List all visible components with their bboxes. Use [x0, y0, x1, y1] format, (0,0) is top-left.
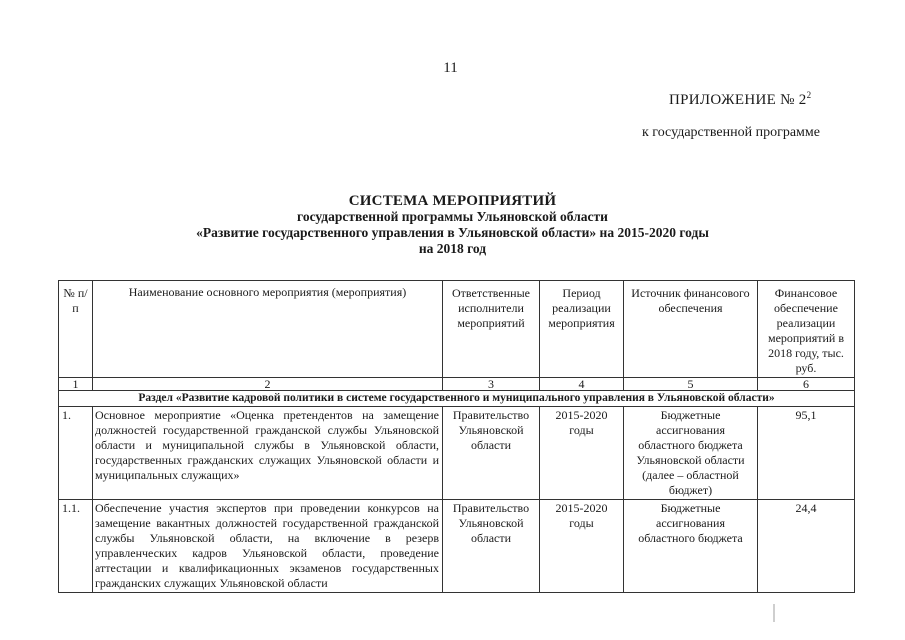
row-funding-amount: 95,1	[758, 407, 855, 500]
row-event-name: Основное мероприятие «Оценка претендентов на замещение должностей государственной гражданской службы Ульяновской области и муниципальной службы в Ульяновской области, государственных гражданских служащих Ульяновской области и муниципальных служащих»	[93, 407, 443, 500]
row-number: 1.	[59, 407, 93, 500]
table-row	[59, 407, 855, 500]
row-period: 2015-2020 годы	[540, 407, 624, 500]
appendix-subtitle: к государственной программе	[642, 125, 820, 140]
header-funding-amount: Финансовое обеспечение реализации мероприятий в 2018 году, тыс. руб.	[758, 281, 855, 378]
column-number: 3	[443, 378, 540, 391]
title-line-4: на 2018 год	[418, 241, 487, 256]
row-funding-source: Бюджетные ассигнования областного бюджета Ульяновской области (далее – областной бюджет)	[624, 407, 758, 500]
column-number: 1	[59, 378, 93, 391]
events-table	[58, 280, 855, 593]
title-line-3: «Развитие государственного управления в Ульяновской области» на 2015-2020 годы	[196, 225, 709, 240]
row-funding-source: Бюджетные ассигнования областного бюджета	[624, 500, 758, 593]
row-period: 2015-2020 годы	[540, 500, 624, 593]
header-period: Период реализации мероприятия	[540, 281, 624, 378]
column-number: 4	[540, 378, 624, 391]
column-number: 6	[758, 378, 855, 391]
row-number: 1.1.	[59, 500, 93, 593]
header-funding-source: Источник финансового обеспечения	[624, 281, 758, 378]
column-number: 2	[93, 378, 443, 391]
title-line-1: СИСТЕМА МЕРОПРИЯТИЙ	[348, 193, 557, 209]
section-title: Раздел «Развитие кадровой политики в системе государственного и муниципального управления в Ульяновской области»	[59, 391, 855, 407]
table-row	[59, 500, 855, 593]
header-number: № п/п	[59, 281, 93, 378]
appendix-superscript: 2	[806, 90, 812, 100]
table-header-row	[59, 281, 855, 378]
appendix-title	[669, 92, 811, 109]
row-executor: Правительство Ульяновской области	[443, 500, 540, 593]
header-event-name: Наименование основного мероприятия (мероприятия)	[93, 281, 443, 378]
column-number: 5	[624, 378, 758, 391]
appendix-title-text: ПРИЛОЖЕНИЕ № 2	[669, 92, 807, 108]
scan-artifact	[773, 604, 775, 622]
column-number-row	[59, 378, 855, 391]
section-row	[59, 391, 855, 407]
header-executors: Ответственные исполнители мероприятий	[443, 281, 540, 378]
title-line-2: государственной программы Ульяновской области	[297, 209, 608, 224]
row-event-name: Обеспечение участия экспертов при проведении конкурсов на замещение вакантных должностей государственной гражданской службы Ульяновской области, на включение в резерв управленческих кадров Ульяновской области, проведение аттестации и квалификационных экзаменов государственных гражданских служащих Ульяновской области	[93, 500, 443, 593]
row-executor: Правительство Ульяновской области	[443, 407, 540, 500]
row-funding-amount: 24,4	[758, 500, 855, 593]
document-title	[0, 193, 905, 257]
page-number: 11	[443, 60, 458, 76]
